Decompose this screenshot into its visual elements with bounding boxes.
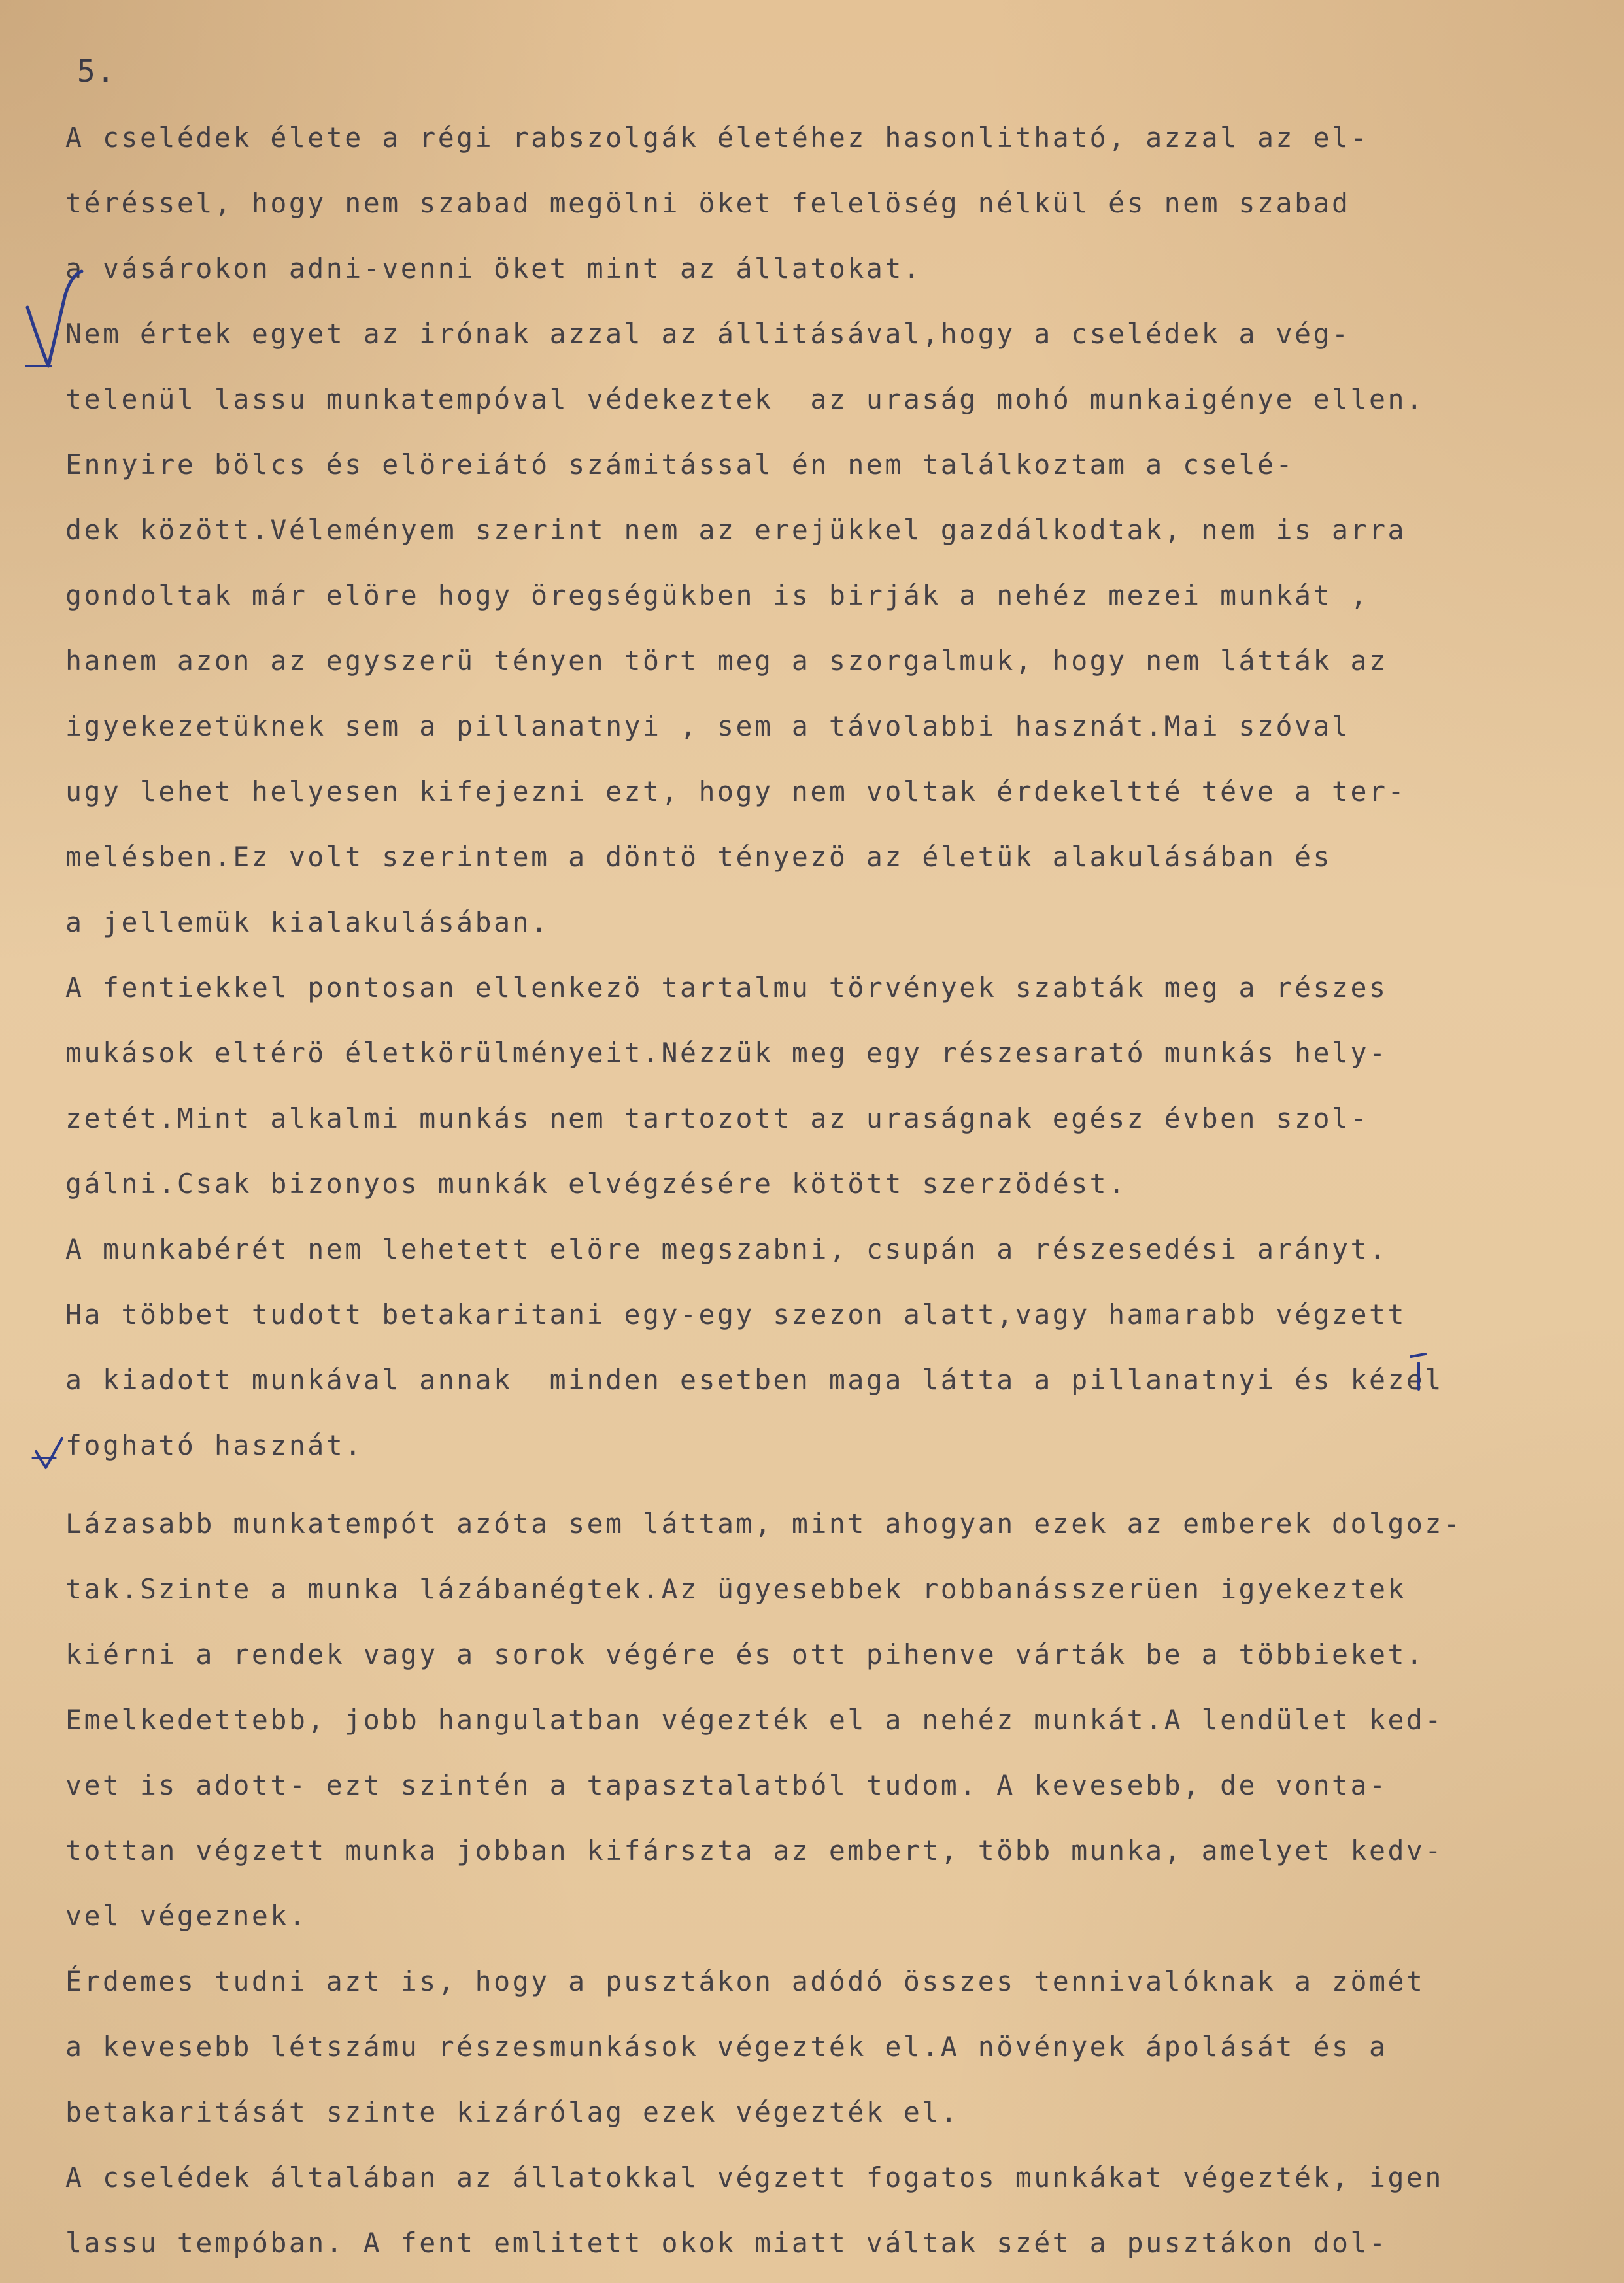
text-line: lassu tempóban. A fent emlitett okok miatt váltak szét a pusztákon dol-: [65, 2227, 1388, 2259]
tick-mark-icon: [26, 1432, 78, 1484]
pen-correction-mark: [1406, 1350, 1432, 1396]
check-mark-icon: [20, 268, 92, 379]
text-line: dek között.Véleményem szerint nem az erejükkel gazdálkodtak, nem is arra: [65, 514, 1406, 546]
text-line: fogható hasznát.: [65, 1429, 364, 1461]
text-line: Emelkedettebb, jobb hangulatban végezték el a nehéz munkát.A lendület ked-: [65, 1704, 1444, 1736]
text-line: zetét.Mint alkalmi munkás nem tartozott az uraságnak egész évben szol-: [65, 1102, 1369, 1134]
text-line: ugy lehet helyesen kifejezni ezt, hogy nem voltak érdekeltté téve a ter-: [65, 775, 1406, 807]
text-line: Lázasabb munkatempót azóta sem láttam, mint ahogyan ezek az emberek dolgoz-: [65, 1508, 1463, 1540]
text-line: tak.Szinte a munka lázábanégtek.Az ügyesebbek robbanásszerüen igyekeztek: [65, 1573, 1406, 1605]
text-line: a vásárokon adni-venni öket mint az állatokat.: [65, 252, 922, 284]
page-number: 5.: [77, 54, 116, 89]
text-line: tottan végzett munka jobban kifárszta az embert, több munka, amelyet kedv-: [65, 1835, 1444, 1867]
text-line: A cselédek általában az állatokkal végzett fogatos munkákat végezték, igen: [65, 2161, 1444, 2193]
text-line: gálni.Csak bizonyos munkák elvégzésére kötött szerzödést.: [65, 1168, 1127, 1200]
text-line: A fentiekkel pontosan ellenkezö tartalmu törvények szabták meg a részes: [65, 972, 1388, 1004]
text-line: vel végeznek.: [65, 1900, 308, 1932]
text-line: hanem azon az egyszerü tényen tört meg a szorgalmuk, hogy nem látták az: [65, 645, 1388, 677]
text-line: igyekezetüknek sem a pillanatnyi , sem a távolabbi hasznát.Mai szóval: [65, 710, 1351, 742]
text-line: betakaritását szinte kizárólag ezek végezték el.: [65, 2096, 960, 2128]
text-line: a jellemük kialakulásában.: [65, 906, 550, 938]
text-line: a kiadott munkával annak minden esetben maga látta a pillanatnyi és kézel: [65, 1364, 1444, 1396]
text-line: mukások eltérö életkörülményeit.Nézzük meg egy részesarató munkás hely-: [65, 1037, 1388, 1069]
text-line: téréssel, hogy nem szabad megölni öket felelöség nélkül és nem szabad: [65, 187, 1351, 219]
text-line: melésben.Ez volt szerintem a döntö tényezö az életük alakulásában és: [65, 841, 1332, 873]
text-line: Ha többet tudott betakaritani egy-egy szezon alatt,vagy hamarabb végzett: [65, 1298, 1406, 1330]
text-line: a kevesebb létszámu részesmunkások végezték el.A növények ápolását és a: [65, 2031, 1388, 2063]
text-line: A cselédek élete a régi rabszolgák életéhez hasonlitható, azzal az el-: [65, 122, 1369, 154]
text-line: telenül lassu munkatempóval védekeztek az uraság mohó munkaigénye ellen.: [65, 383, 1425, 415]
text-line: gondoltak már elöre hogy öregségükben is birják a nehéz mezei munkát ,: [65, 579, 1369, 611]
text-line: vet is adott- ezt szintén a tapasztalatból tudom. A kevesebb, de vonta-: [65, 1769, 1388, 1801]
text-line: kiérni a rendek vagy a sorok végére és ott pihenve várták be a többieket.: [65, 1638, 1425, 1670]
text-line: Ennyire bölcs és elöreiátó számitással én nem találkoztam a cselé-: [65, 448, 1295, 481]
text-line: Nem értek egyet az irónak azzal az állitásával,hogy a cselédek a vég-: [65, 318, 1351, 350]
text-line: Érdemes tudni azt is, hogy a pusztákon adódó összes tennivalóknak a zömét: [65, 1965, 1425, 1997]
text-line: A munkabérét nem lehetett elöre megszabni, csupán a részesedési arányt.: [65, 1233, 1388, 1265]
